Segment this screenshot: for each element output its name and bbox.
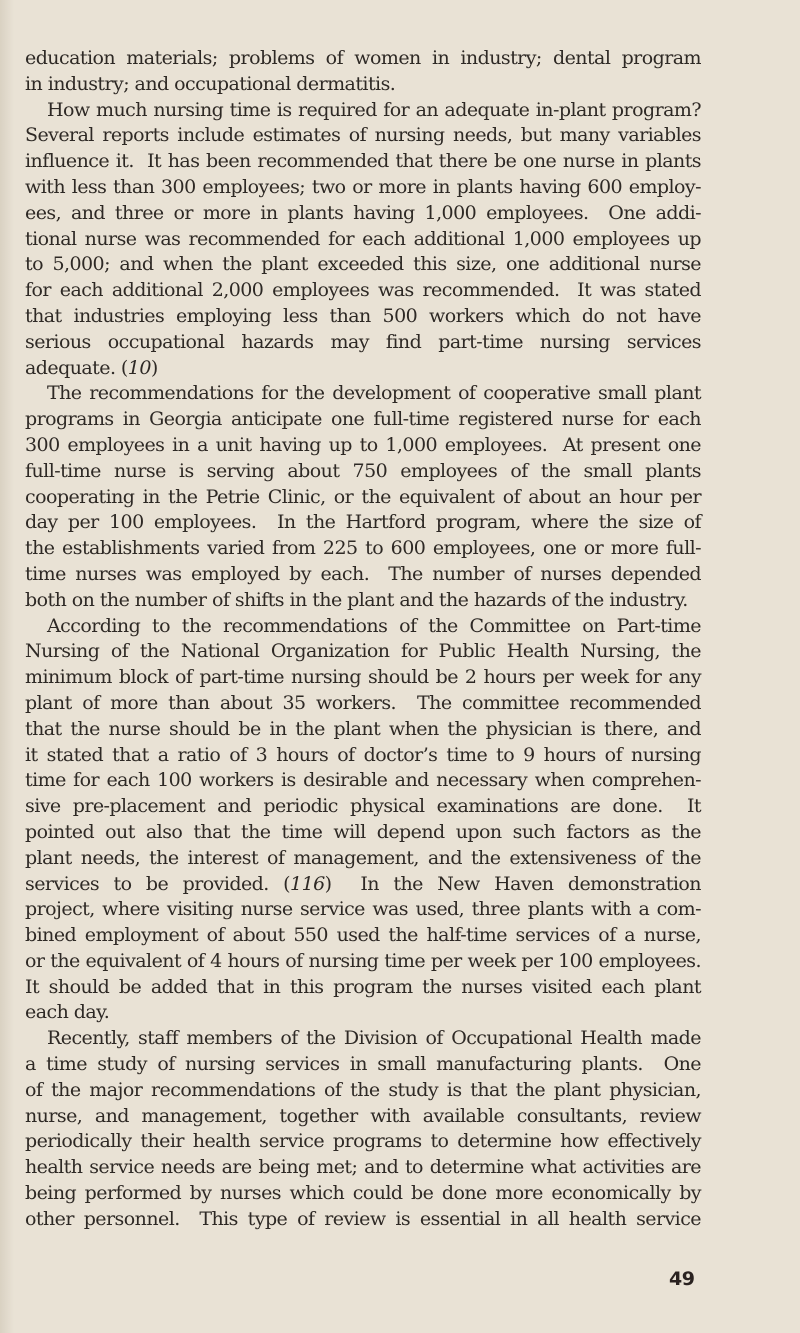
text-line: nurse, and management, together with available consultants, review	[25, 1104, 701, 1127]
text-line: both on the number of shifts in the plant and the hazards of the industry.	[25, 588, 688, 611]
text-line: with less than 300 employees; two or more in plants having 600 employ-	[25, 175, 701, 198]
text-line: influence it. It has been recommended that there be one nurse in plants	[25, 150, 701, 173]
text-line: health service needs are being met; and to determine what activities are	[25, 1156, 701, 1179]
text-line: being performed by nurses which could be done more economically by	[25, 1182, 701, 1205]
text-line: for each additional 2,000 employees was recommended. It was stated	[25, 279, 701, 302]
text-line: serious occupational hazards may find part-time nursing services	[25, 330, 701, 353]
text-line: each day.	[25, 1001, 110, 1024]
text-line: According to the recommendations of the Committee on Part-time	[47, 614, 701, 637]
text-line: ees, and three or more in plants having 1,000 employees. One addi-	[25, 201, 701, 224]
text-line: project, where visiting nurse service was used, three plants with a com-	[25, 898, 701, 921]
text-line: Nursing of the National Organization for Public Health Nursing, the	[25, 640, 701, 663]
text-line: time nurses was employed by each. The number of nurses depended	[25, 562, 701, 585]
text-line: minimum block of part-time nursing should be 2 hours per week for any	[25, 666, 701, 689]
text-line: full-time nurse is serving about 750 employees of the small plants	[25, 459, 701, 482]
citation-number: 10	[127, 356, 151, 379]
text-line: or the equivalent of 4 hours of nursing time per week per 100 employees.	[25, 949, 701, 972]
text-line: plant of more than about 35 workers. The committee recommended	[25, 691, 701, 714]
text-line: Several reports include estimates of nursing needs, but many variables	[25, 124, 701, 147]
text-line: How much nursing time is required for an adequate in-plant program?	[47, 98, 701, 121]
body-text	[25, 46, 701, 1233]
text-line: The recommendations for the development of cooperative small plant	[47, 382, 701, 405]
text-line: 300 employees in a unit having up to 1,000 employees. At present one	[25, 433, 701, 456]
text-line: Recently, staff members of the Division of Occupational Health made	[47, 1027, 701, 1050]
paragraph	[25, 1026, 701, 1232]
text-line: time for each 100 workers is desirable and necessary when comprehen-	[25, 769, 701, 792]
text-line: to 5,000; and when the plant exceeded this size, one additional nurse	[25, 253, 701, 276]
text-line: cooperating in the Petrie Clinic, or the equivalent of about an hour per	[25, 485, 701, 508]
text-line: plant needs, the interest of management, and the extensiveness of the	[25, 846, 701, 869]
paragraph	[25, 614, 701, 1027]
text-line: that the nurse should be in the plant when the physician is there, and	[25, 717, 701, 740]
text-line: It should be added that in this program the nurses visited each plant	[25, 975, 701, 998]
text-line: education materials; problems of women in industry; dental program	[25, 47, 701, 69]
citation-number: 116	[290, 872, 325, 895]
text-line: programs in Georgia anticipate one full-time registered nurse for each	[25, 408, 701, 431]
text-line: other personnel. This type of review is essential in all health service	[25, 1207, 701, 1230]
text-line: adequate. (10)	[25, 356, 158, 379]
page-number: 49	[669, 1268, 695, 1290]
page-edge-shadow	[0, 0, 14, 1333]
text-line: that industries employing less than 500 workers which do not have	[25, 304, 701, 327]
text-line: it stated that a ratio of 3 hours of doctor’s time to 9 hours of nursing	[25, 743, 701, 766]
text-line: in industry; and occupational dermatitis.	[25, 72, 396, 95]
text-line: pointed out also that the time will depend upon such factors as the	[25, 820, 701, 843]
text-line: day per 100 employees. In the Hartford program, where the size of	[25, 511, 701, 534]
text-line: services to be provided. (116) In the New Haven demonstration	[25, 872, 701, 895]
text-line: a time study of nursing services in small manufacturing plants. One	[25, 1053, 701, 1076]
text-line: the establishments varied from 225 to 600 employees, one or more full-	[25, 537, 701, 560]
text-line: tional nurse was recommended for each additional 1,000 employees up	[25, 227, 701, 250]
text-line: of the major recommendations of the study is that the plant physician,	[25, 1078, 701, 1101]
paragraph	[25, 98, 701, 382]
text-line: sive pre-placement and periodic physical examinations are done. It	[25, 795, 701, 818]
text-line: periodically their health service programs to determine how effectively	[25, 1130, 701, 1153]
paragraph	[25, 381, 701, 613]
text-line: bined employment of about 550 used the half-time services of a nurse,	[25, 924, 701, 947]
paragraph	[25, 46, 701, 98]
